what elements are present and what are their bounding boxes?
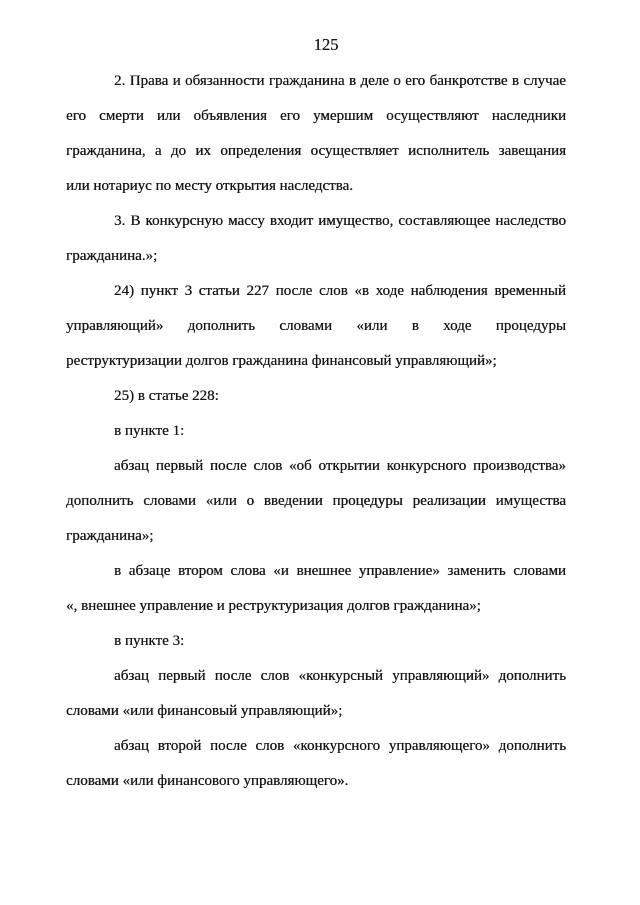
word: пункт — [140, 283, 178, 299]
word: 2. — [114, 73, 126, 89]
word: его — [405, 73, 426, 89]
word: составляющее — [398, 213, 491, 229]
word: их — [195, 143, 211, 159]
word: процедуры — [332, 493, 403, 509]
word: заменить — [447, 563, 506, 579]
word: слов — [253, 458, 283, 474]
word: 24) — [114, 283, 134, 299]
text-line: гражданина»; — [66, 528, 154, 544]
word: управление» — [358, 563, 440, 579]
word: дополнить — [66, 493, 134, 509]
word: и — [172, 73, 181, 89]
word: «конкурсного — [292, 738, 380, 754]
word: осуществляет — [310, 143, 399, 159]
word: слов — [255, 738, 285, 754]
word: после — [209, 458, 247, 474]
word: первый — [155, 458, 204, 474]
word: статьи — [198, 283, 240, 299]
word: деле — [360, 73, 389, 89]
document-body — [66, 64, 566, 799]
word: наблюдения — [410, 283, 488, 299]
word: слов — [260, 668, 290, 684]
word: а — [154, 143, 162, 159]
word: умершим — [313, 108, 374, 124]
word: временный — [494, 283, 566, 299]
word: наследники — [491, 108, 566, 124]
word: в — [114, 563, 122, 579]
word: словами — [143, 493, 196, 509]
text-line: реструктуризации долгов гражданина финансовый управляющий»; — [66, 353, 497, 369]
word: абзац — [114, 738, 149, 754]
word: до — [170, 143, 187, 159]
word: словами — [513, 563, 566, 579]
text-line: словами «или финансовый управляющий»; — [66, 703, 343, 719]
word: В — [130, 213, 141, 229]
word: «об — [288, 458, 312, 474]
text-line — [66, 204, 566, 239]
word: дополнить — [498, 668, 566, 684]
text-line — [66, 554, 566, 589]
word: 3 — [184, 283, 193, 299]
text-line — [66, 484, 566, 519]
word: внешнее — [296, 563, 352, 579]
paragraph — [66, 554, 566, 624]
text-line: гражданина.»; — [66, 248, 158, 264]
word: слов — [318, 283, 348, 299]
word: абзац — [114, 458, 149, 474]
word: абзац — [114, 668, 149, 684]
word: дополнить — [498, 738, 566, 754]
word: второй — [157, 738, 202, 754]
word: после — [275, 283, 313, 299]
word: гражданина — [268, 73, 345, 89]
word: наследство — [495, 213, 566, 229]
text-line: в пункте 3: — [114, 633, 185, 649]
text-line — [66, 64, 566, 99]
word: управляющий» — [392, 668, 490, 684]
word: случае — [523, 73, 566, 89]
word: «в — [354, 283, 369, 299]
word: в — [348, 73, 356, 89]
word: втором — [177, 563, 223, 579]
paragraph — [66, 204, 566, 274]
word: банкротстве — [429, 73, 508, 89]
text-line — [66, 99, 566, 134]
word: в — [411, 318, 419, 334]
text-line — [66, 449, 566, 484]
word: его — [66, 108, 86, 124]
word: ходе — [443, 318, 472, 334]
word: после — [209, 738, 247, 754]
word: дополнить — [187, 318, 255, 334]
word: «и — [273, 563, 289, 579]
text-line — [66, 309, 566, 344]
word: 227 — [246, 283, 269, 299]
word: или — [156, 108, 181, 124]
paragraph — [66, 379, 566, 414]
text-line: 25) в статье 228: — [114, 388, 219, 404]
word: массу — [228, 213, 265, 229]
paragraph — [66, 274, 566, 379]
word: «или — [356, 318, 388, 334]
word: входит — [269, 213, 314, 229]
word: абзаце — [128, 563, 171, 579]
word: о — [246, 493, 255, 509]
word: 3. — [114, 213, 126, 229]
word: первый — [158, 668, 206, 684]
word: конкурсного — [386, 458, 467, 474]
text-line — [66, 274, 566, 309]
word: имущества — [495, 493, 566, 509]
text-line — [66, 134, 566, 169]
word: о — [393, 73, 401, 89]
word: обязанности — [185, 73, 265, 89]
word: управляющий» — [66, 318, 164, 334]
word: реализации — [412, 493, 486, 509]
paragraph — [66, 659, 566, 729]
text-line — [66, 729, 566, 764]
word: исполнитель — [408, 143, 490, 159]
word: его — [279, 108, 300, 124]
word: осуществляют — [386, 108, 479, 124]
page-number: 125 — [313, 35, 339, 54]
word: объявления — [193, 108, 267, 124]
paragraph — [66, 414, 566, 449]
word: слова — [230, 563, 266, 579]
text-line: «, внешнее управление и реструктуризация долгов гражданина»; — [66, 598, 481, 614]
paragraph — [66, 624, 566, 659]
word: гражданина, — [66, 143, 146, 159]
word: открытии — [318, 458, 380, 474]
word: завещания — [498, 143, 566, 159]
word: ходе — [375, 283, 404, 299]
word: смерти — [99, 108, 144, 124]
word: производства» — [472, 458, 566, 474]
word: процедуры — [495, 318, 566, 334]
text-line: в пункте 1: — [114, 423, 185, 439]
word: управляющего» — [388, 738, 490, 754]
paragraph — [66, 729, 566, 799]
word: после — [214, 668, 252, 684]
word: Права — [129, 73, 169, 89]
paragraph — [66, 64, 566, 204]
word: «конкурсный — [298, 668, 383, 684]
text-line — [66, 659, 566, 694]
word: имущество, — [318, 213, 394, 229]
word: определения — [220, 143, 302, 159]
word: «или — [205, 493, 237, 509]
text-line: или нотариус по месту открытия наследства. — [66, 178, 353, 194]
paragraph — [66, 449, 566, 554]
word: словами — [279, 318, 333, 334]
word: конкурсную — [145, 213, 223, 229]
text-line: словами «или финансового управляющего». — [66, 773, 349, 789]
word: введении — [263, 493, 323, 509]
word: в — [511, 73, 519, 89]
